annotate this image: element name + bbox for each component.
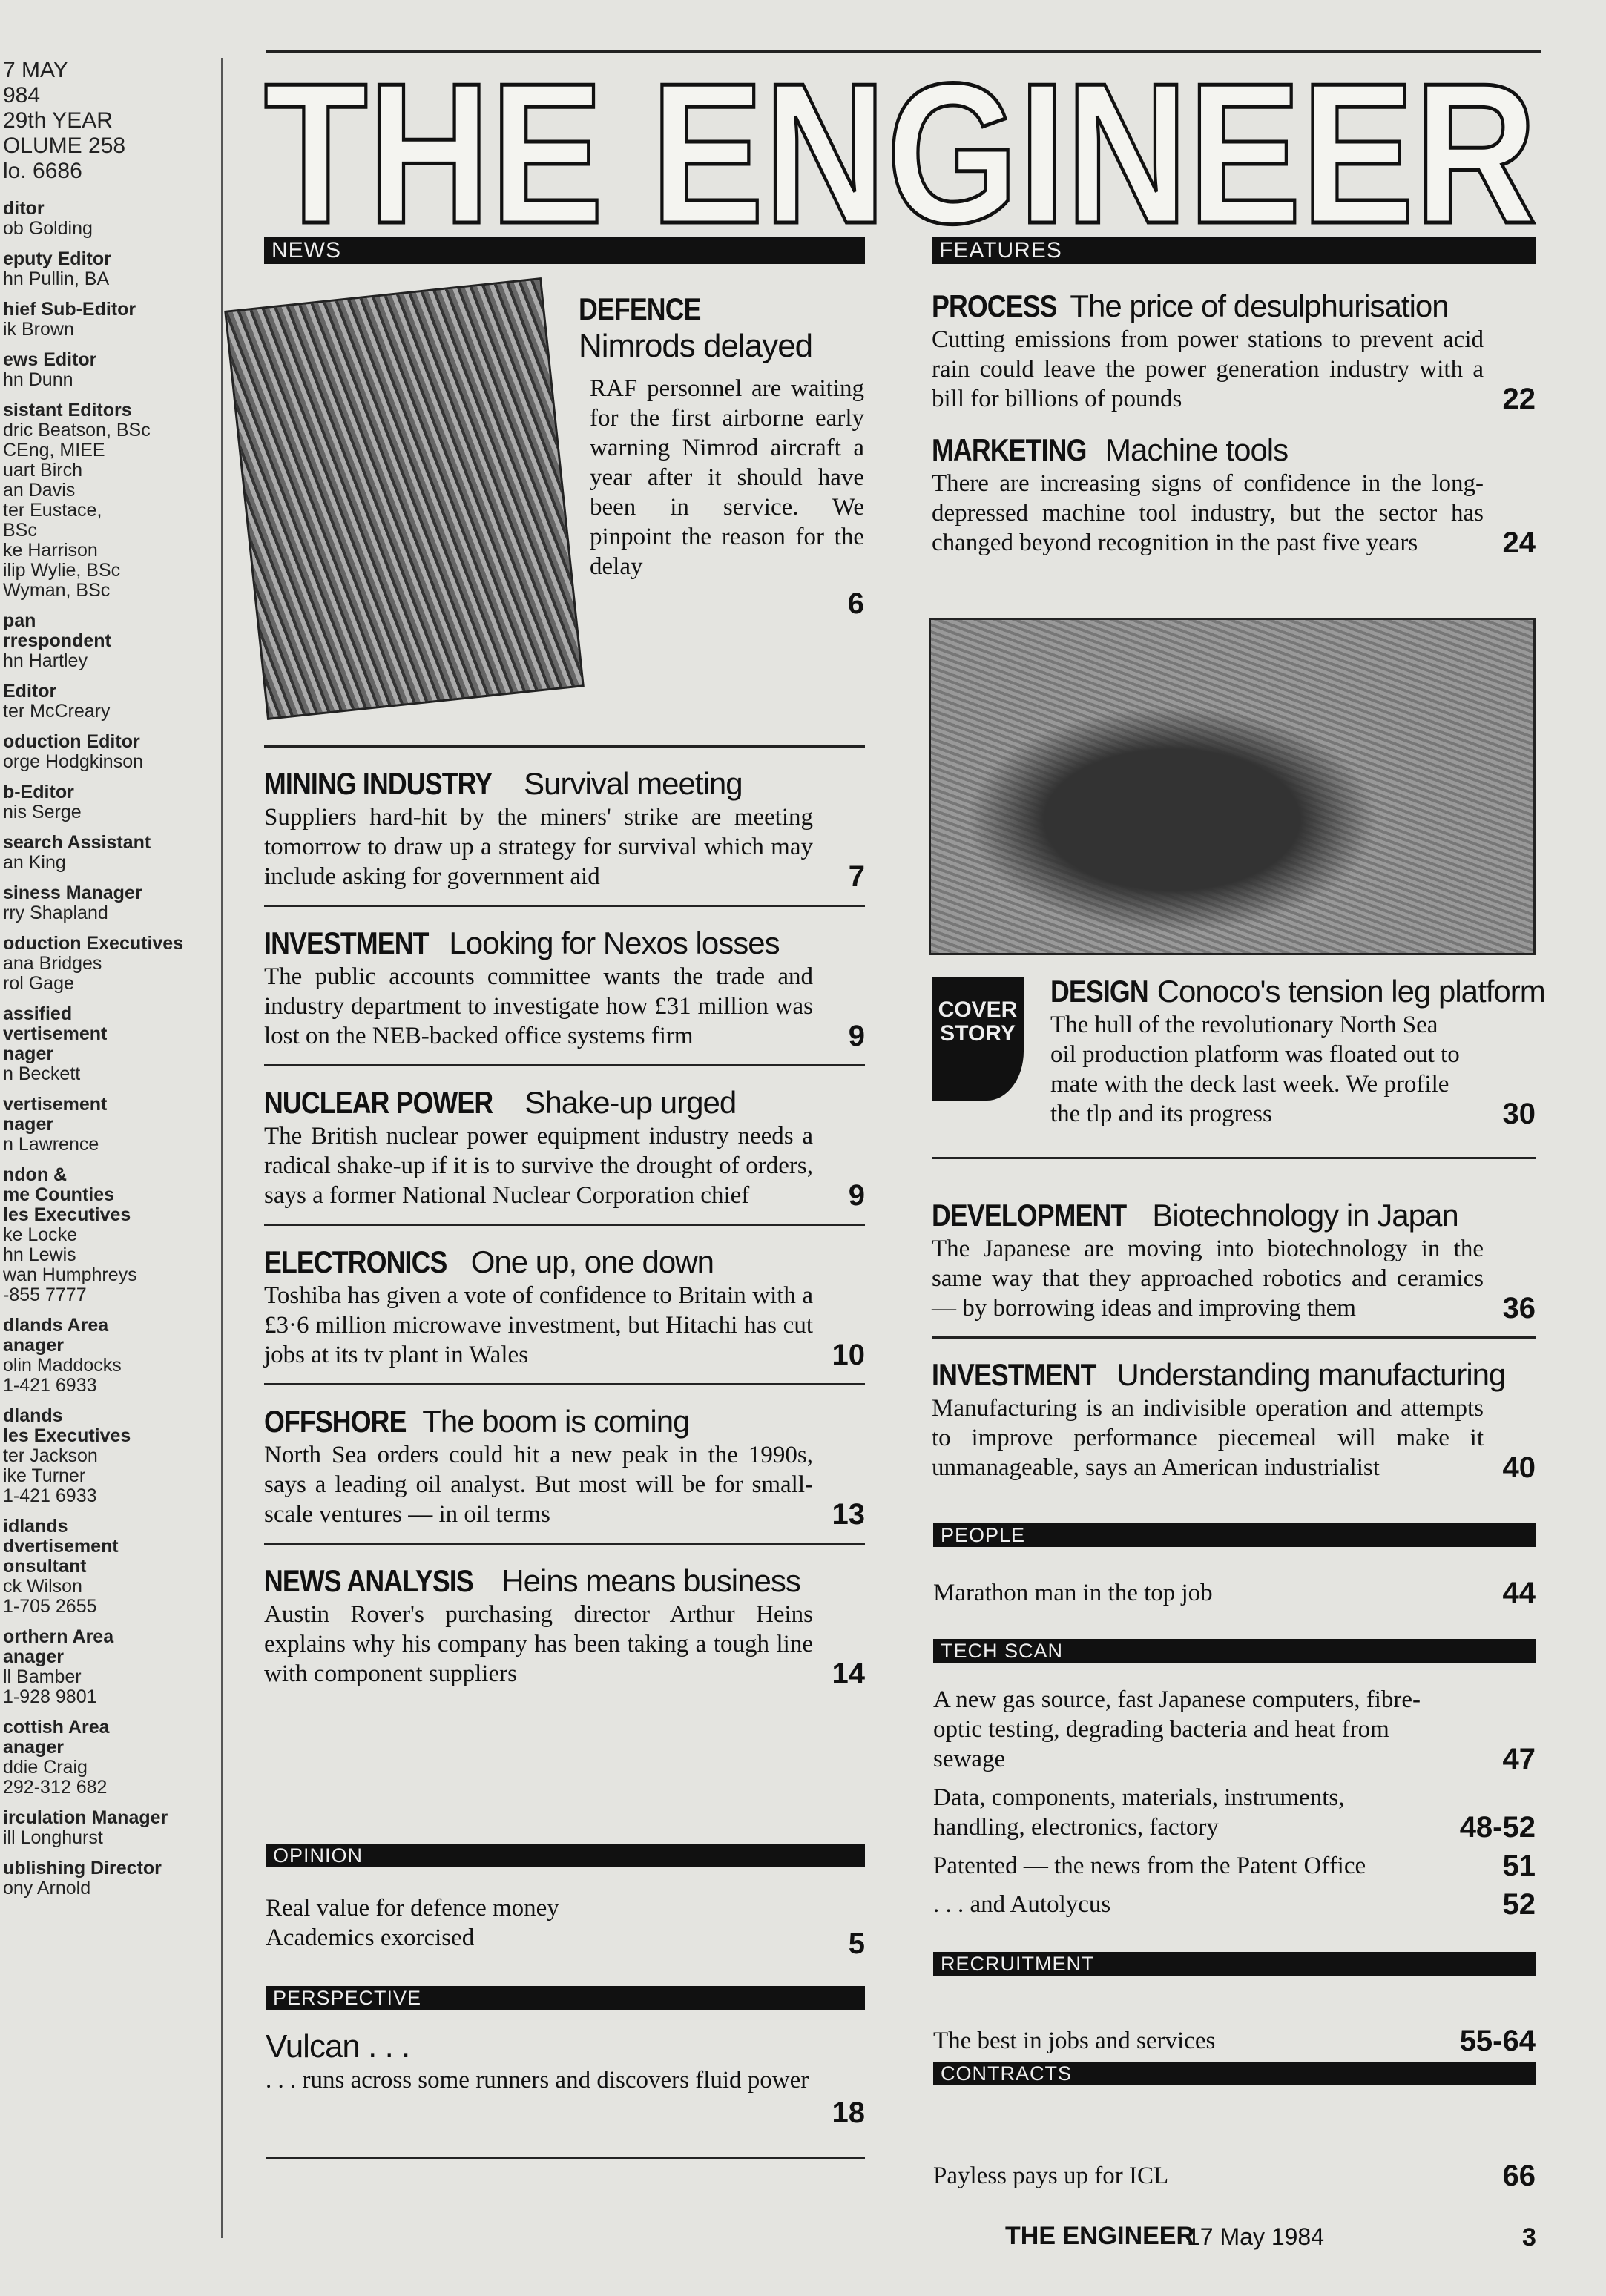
article-entry[interactable] bbox=[264, 925, 865, 1051]
page-number: 40 bbox=[1502, 1451, 1536, 1484]
item-text: . . . and Autolycus bbox=[933, 1891, 1111, 1918]
article-kicker: MARKETING bbox=[932, 432, 1087, 467]
divider bbox=[266, 2157, 865, 2159]
item-text: A new gas source, fast Japanese computers, fibre-optic testing, degrading bacteria and heat from sewage bbox=[933, 1686, 1421, 1772]
article-title: Shake-up urged bbox=[524, 1085, 737, 1120]
page-number: 55-64 bbox=[1459, 2025, 1536, 2057]
staff-name: 1-928 9801 bbox=[3, 1686, 97, 1707]
article-title: Heins means business bbox=[501, 1563, 800, 1598]
perspective-item[interactable] bbox=[266, 2028, 865, 2128]
page-number: 51 bbox=[1502, 1850, 1536, 1882]
article-kicker: ELECTRONICS bbox=[264, 1244, 447, 1279]
factory-photo bbox=[224, 277, 585, 720]
divider bbox=[264, 745, 865, 748]
staff-name: -855 7777 bbox=[3, 1284, 87, 1305]
staff-name: ike Turner bbox=[3, 1465, 86, 1486]
issue-year: 984 bbox=[3, 83, 41, 108]
masthead-logo bbox=[261, 64, 1541, 231]
item-text: The best in jobs and services bbox=[933, 2028, 1216, 2054]
oil-platform-photo bbox=[929, 618, 1536, 955]
staff-entry bbox=[3, 1808, 215, 1848]
staff-entry bbox=[3, 1517, 215, 1617]
features-list-2 bbox=[932, 1179, 1536, 1482]
section-bar-features: FEATURES bbox=[932, 237, 1536, 264]
staff-role: idlands dvertisement onsultant bbox=[3, 1516, 119, 1577]
staff-name: ill Longhurst bbox=[3, 1827, 103, 1848]
staff-column bbox=[0, 58, 215, 1899]
news-list bbox=[264, 745, 865, 1689]
page-number: 22 bbox=[1502, 383, 1536, 415]
staff-role: hief Sub-Editor bbox=[3, 299, 136, 320]
article-summary: Cutting emissions from power stations to prevent acid rain could leave the power generation industry with a bill for billions of pounds bbox=[932, 326, 1484, 412]
page-number: 6 bbox=[847, 587, 864, 620]
article-entry[interactable] bbox=[932, 288, 1536, 414]
staff-entry bbox=[3, 883, 215, 923]
article-summary: RAF personnel are waiting for the first airborne early warning Nimrod aircraft a year after it should have been in service. We pinpoint the reason for the delay bbox=[590, 375, 864, 580]
issue-info bbox=[3, 58, 215, 184]
staff-name: hn Pullin, BA bbox=[3, 268, 110, 289]
item-text: Payless pays up for ICL bbox=[933, 2163, 1169, 2189]
staff-entry bbox=[3, 682, 215, 722]
staff-name: ilip Wylie, BSc bbox=[3, 560, 121, 581]
article-summary: The Japanese are moving into biotechnology in the same way that they approached robotics and ceramics — by borrowing ideas and improving them bbox=[932, 1236, 1484, 1322]
article-kicker: PROCESS bbox=[932, 288, 1057, 323]
staff-name: an King bbox=[3, 852, 66, 873]
staff-entry bbox=[3, 350, 215, 390]
article-summary: Austin Rover's purchasing director Arthur Heins explains why his company has been taking a tough line with component suppliers bbox=[264, 1601, 813, 1687]
staff-entry bbox=[3, 199, 215, 239]
section-bar-recruitment: RECRUITMENT bbox=[933, 1952, 1536, 1976]
article-title: Biotechnology in Japan bbox=[1152, 1198, 1458, 1233]
page-number: 10 bbox=[832, 1339, 865, 1371]
staff-role: vertisement nager bbox=[3, 1094, 108, 1135]
article-kicker: NUCLEAR POWER bbox=[264, 1085, 493, 1120]
article-entry[interactable] bbox=[264, 1244, 865, 1370]
divider bbox=[264, 1224, 865, 1226]
divider bbox=[932, 1336, 1536, 1339]
tech-scan-item[interactable] bbox=[933, 1685, 1536, 1774]
staff-role: ublishing Director bbox=[3, 1858, 162, 1878]
article-title: The boom is coming bbox=[422, 1404, 690, 1439]
feature-design[interactable] bbox=[1050, 973, 1545, 1130]
footer-page-number: 3 bbox=[1522, 2223, 1536, 2252]
article-entry[interactable] bbox=[932, 432, 1536, 558]
staff-name: ony Arnold bbox=[3, 1878, 91, 1899]
opinion-item: Academics exorcised bbox=[266, 1924, 475, 1951]
staff-role: orthern Area anager bbox=[3, 1626, 114, 1667]
article-title: Vulcan . . . bbox=[266, 2028, 410, 2065]
staff-name: olin Maddocks bbox=[3, 1355, 122, 1376]
staff-role: eputy Editor bbox=[3, 248, 111, 269]
staff-name: ana Bridges bbox=[3, 953, 102, 974]
article-title: One up, one down bbox=[470, 1244, 714, 1279]
staff-name: BSc bbox=[3, 520, 37, 541]
staff-role: dlands les Executives bbox=[3, 1405, 131, 1446]
staff-entry bbox=[3, 833, 215, 873]
article-entry[interactable] bbox=[264, 1403, 865, 1529]
article-kicker: DEFENCE bbox=[579, 291, 701, 326]
article-title: Conoco's tension leg platform bbox=[1156, 974, 1545, 1009]
section-bar-perspective: PERSPECTIVE bbox=[266, 1986, 865, 2010]
staff-name: rol Gage bbox=[3, 973, 74, 994]
staff-role: irculation Manager bbox=[3, 1807, 168, 1828]
staff-name: ck Wilson bbox=[3, 1576, 82, 1597]
staff-name: ke Locke bbox=[3, 1224, 78, 1245]
staff-name: ter Jackson bbox=[3, 1445, 98, 1466]
staff-name: Wyman, BSc bbox=[3, 580, 111, 601]
article-entry[interactable] bbox=[264, 1084, 865, 1210]
staff-list bbox=[3, 199, 215, 1899]
article-kicker: INVESTMENT bbox=[264, 926, 429, 960]
staff-name: hn Dunn bbox=[3, 369, 73, 390]
page-number: 66 bbox=[1502, 2160, 1536, 2192]
article-summary: Suppliers hard-hit by the miners' strike are meeting tomorrow to draw up a strategy for survival which may include asking for government aid bbox=[264, 804, 813, 890]
staff-role: pan rrespondent bbox=[3, 610, 111, 651]
footer-date: 17 May 1984 bbox=[1187, 2223, 1325, 2250]
staff-name: rry Shapland bbox=[3, 903, 108, 923]
article-entry[interactable] bbox=[932, 1356, 1536, 1482]
staff-entry bbox=[3, 1004, 215, 1084]
column-divider bbox=[221, 58, 223, 2238]
staff-name: ddie Craig bbox=[3, 1757, 88, 1778]
masthead-title: THE ENGINEER bbox=[264, 64, 1537, 231]
staff-name: n Lawrence bbox=[3, 1134, 99, 1155]
contracts-item[interactable] bbox=[933, 2161, 1536, 2191]
section-bar-contracts: CONTRACTS bbox=[933, 2062, 1536, 2085]
page-number: 36 bbox=[1502, 1292, 1536, 1325]
section-bar-opinion: OPINION bbox=[266, 1844, 865, 1867]
staff-name: wan Humphreys bbox=[3, 1264, 137, 1285]
staff-name: ik Brown bbox=[3, 319, 74, 340]
issue-publication-year: 29th YEAR bbox=[3, 108, 113, 133]
staff-role: siness Manager bbox=[3, 883, 142, 903]
staff-role: ndon & me Counties les Executives bbox=[3, 1164, 131, 1225]
tech-scan-list bbox=[933, 1685, 1536, 1928]
article-summary: North Sea orders could hit a new peak in the 1990s, says a leading oil analyst. But most will be for small-scale ventures — in oil terms bbox=[264, 1442, 813, 1528]
features-list bbox=[932, 288, 1536, 558]
staff-name: hn Lewis bbox=[3, 1244, 76, 1265]
article-kicker: DESIGN bbox=[1050, 974, 1148, 1009]
footer-title: THE ENGINEER bbox=[1005, 2222, 1195, 2250]
tech-scan-item[interactable] bbox=[933, 1851, 1536, 1881]
staff-name: orge Hodgkinson bbox=[3, 751, 144, 772]
staff-entry bbox=[3, 1718, 215, 1798]
recruitment-item[interactable] bbox=[933, 2026, 1536, 2056]
page-number: 24 bbox=[1502, 527, 1536, 559]
staff-name: ter Eustace, bbox=[3, 500, 102, 521]
staff-entry bbox=[3, 1316, 215, 1396]
staff-role: oduction Executives bbox=[3, 933, 184, 954]
page-number: 47 bbox=[1502, 1743, 1536, 1775]
page-number: 48-52 bbox=[1459, 1811, 1536, 1844]
article-title: Understanding manufacturing bbox=[1116, 1357, 1506, 1392]
staff-role: dlands Area anager bbox=[3, 1315, 109, 1356]
section-bar-news: NEWS bbox=[264, 237, 865, 264]
staff-role: ditor bbox=[3, 198, 45, 219]
divider bbox=[264, 1383, 865, 1385]
article-kicker: OFFSHORE bbox=[264, 1404, 407, 1439]
item-text: Data, components, materials, instruments, handling, electronics, factory bbox=[933, 1784, 1345, 1841]
issue-volume: OLUME 258 bbox=[3, 133, 126, 158]
article-summary: . . . runs across some runners and discovers fluid power bbox=[266, 2067, 809, 2094]
people-item[interactable] bbox=[933, 1578, 1536, 1608]
tech-scan-item[interactable] bbox=[933, 1783, 1536, 1842]
opinion-item: Real value for defence money bbox=[266, 1895, 559, 1921]
staff-entry bbox=[3, 1627, 215, 1707]
staff-name: ob Golding bbox=[3, 218, 93, 239]
staff-name: uart Birch bbox=[3, 460, 82, 481]
article-summary: The British nuclear power equipment industry needs a radical shake-up if it is to survive the drought of orders, says a former National Nuclear Corporation chief bbox=[264, 1123, 813, 1209]
tech-scan-item[interactable] bbox=[933, 1890, 1536, 1919]
page-number: 30 bbox=[1502, 1098, 1536, 1130]
article-title: The price of desulphurisation bbox=[1070, 288, 1449, 323]
article-title: Survival meeting bbox=[524, 766, 743, 801]
staff-entry bbox=[3, 732, 215, 772]
staff-name: dric Beatson, BSc bbox=[3, 420, 151, 441]
issue-number: lo. 6686 bbox=[3, 159, 82, 183]
page-number: 52 bbox=[1502, 1888, 1536, 1921]
staff-entry bbox=[3, 1095, 215, 1155]
top-rule bbox=[266, 50, 1541, 53]
article-kicker: MINING INDUSTRY bbox=[264, 766, 493, 801]
page-number: 14 bbox=[832, 1657, 865, 1690]
page-number: 7 bbox=[848, 860, 865, 893]
article-kicker: DEVELOPMENT bbox=[932, 1198, 1127, 1233]
staff-name: CEng, MIEE bbox=[3, 440, 105, 461]
staff-entry bbox=[3, 611, 215, 671]
page-number: 9 bbox=[848, 1020, 865, 1052]
staff-entry bbox=[3, 1406, 215, 1506]
staff-role: ews Editor bbox=[3, 349, 97, 370]
opinion-list[interactable] bbox=[266, 1893, 865, 1960]
staff-name: 292-312 682 bbox=[3, 1777, 108, 1798]
divider bbox=[932, 1157, 1536, 1159]
article-summary: There are increasing signs of confidence in the long-depressed machine tool industry, but the sector has changed beyond recognition in the past five years bbox=[932, 470, 1484, 556]
article-summary: The public accounts committee wants the trade and industry department to investigate how £31 million was lost on the NEB-backed office systems firm bbox=[264, 963, 813, 1049]
staff-name: ter McCreary bbox=[3, 701, 111, 722]
article-title: Machine tools bbox=[1105, 432, 1289, 467]
staff-name: hn Hartley bbox=[3, 650, 88, 671]
section-bar-people: PEOPLE bbox=[933, 1523, 1536, 1547]
staff-role: Editor bbox=[3, 681, 57, 702]
article-entry[interactable] bbox=[932, 1197, 1536, 1323]
staff-role: assified vertisement nager bbox=[3, 1003, 108, 1064]
item-text: Marathon man in the top job bbox=[933, 1580, 1213, 1606]
staff-entry bbox=[3, 934, 215, 994]
divider bbox=[264, 1064, 865, 1066]
staff-role: b-Editor bbox=[3, 782, 74, 802]
page-number: 44 bbox=[1502, 1577, 1536, 1609]
divider bbox=[264, 1543, 865, 1545]
staff-entry bbox=[3, 1165, 215, 1305]
page-number: 13 bbox=[832, 1498, 865, 1531]
staff-name: 1-421 6933 bbox=[3, 1485, 97, 1506]
article-title: Nimrods delayed bbox=[579, 328, 813, 364]
staff-name: n Beckett bbox=[3, 1063, 81, 1084]
staff-role: oduction Editor bbox=[3, 731, 140, 752]
article-summary: Manufacturing is an indivisible operation and attempts to improve performance piecemeal will make it unmanageable, says an American industrialist bbox=[932, 1395, 1484, 1481]
staff-name: an Davis bbox=[3, 480, 76, 501]
divider bbox=[264, 905, 865, 907]
staff-name: 1-705 2655 bbox=[3, 1596, 97, 1617]
cover-story-badge: COVER STORY bbox=[932, 977, 1024, 1101]
page-number: 5 bbox=[848, 1927, 865, 1960]
article-kicker: INVESTMENT bbox=[932, 1357, 1096, 1392]
article-summary: The hull of the revolutionary North Sea oil production platform was floated out to mate with the deck last week. We profile the tlp and its progress bbox=[1050, 1012, 1460, 1127]
section-bar-tech-scan: TECH SCAN bbox=[933, 1639, 1536, 1663]
article-kicker: NEWS ANALYSIS bbox=[264, 1563, 473, 1598]
staff-entry bbox=[3, 300, 215, 340]
article-title: Looking for Nexos losses bbox=[449, 926, 780, 960]
article-entry[interactable] bbox=[264, 1563, 865, 1689]
staff-role: sistant Editors bbox=[3, 400, 132, 420]
staff-entry bbox=[3, 1858, 215, 1899]
staff-name: nis Serge bbox=[3, 802, 82, 822]
news-defence[interactable] bbox=[579, 291, 864, 618]
staff-name: ke Harrison bbox=[3, 540, 98, 561]
staff-role: cottish Area anager bbox=[3, 1717, 110, 1758]
issue-date: 7 MAY bbox=[3, 58, 68, 82]
staff-entry bbox=[3, 782, 215, 822]
article-entry[interactable] bbox=[264, 765, 865, 891]
page-number: 9 bbox=[848, 1179, 865, 1212]
staff-name: ll Bamber bbox=[3, 1666, 82, 1687]
staff-role: search Assistant bbox=[3, 832, 151, 853]
staff-entry bbox=[3, 249, 215, 289]
item-text: Patented — the news from the Patent Office bbox=[933, 1853, 1366, 1879]
staff-entry bbox=[3, 400, 215, 601]
article-summary: Toshiba has given a vote of confidence to Britain with a £3·6 million microwave investment, but Hitachi has cut jobs at its tv plant in Wales bbox=[264, 1282, 813, 1368]
page-number: 18 bbox=[832, 2097, 865, 2129]
staff-name: 1-421 6933 bbox=[3, 1375, 97, 1396]
